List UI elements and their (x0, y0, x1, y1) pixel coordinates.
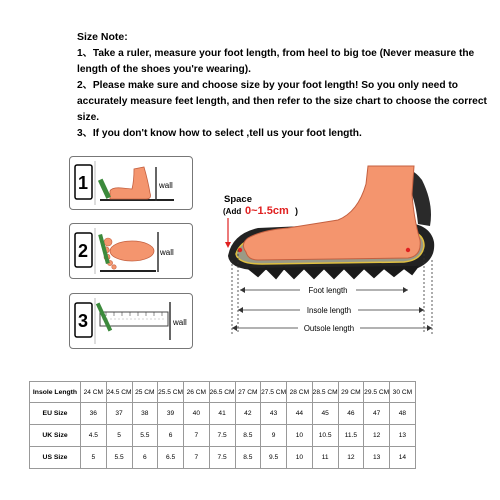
note-line-2: 2、Please make sure and choose size by your foot length! So you only need to accurately measure feet length, and then refer to the size chart to choose the correct size. (77, 80, 487, 123)
step-2-panel (69, 223, 193, 279)
size-cell: 41 (209, 403, 235, 425)
size-cell: 42 (235, 403, 261, 425)
size-cell: 9.5 (261, 447, 287, 469)
step-1-wall-label: wall (159, 181, 173, 190)
size-row-label: US Size (30, 447, 81, 469)
notes-title: Size Note: (77, 31, 128, 43)
size-cell: 7.5 (209, 425, 235, 447)
size-cell: 27 CM (235, 382, 261, 403)
foot-side-icon (110, 167, 151, 199)
size-cell: 5 (106, 425, 132, 447)
note-line-3: 3、If you don't know how to select ,tell us your foot length. (77, 128, 362, 139)
step-3-panel (69, 293, 193, 349)
size-cell: 12 (364, 425, 390, 447)
size-cell: 7 (184, 425, 210, 447)
size-cell: 39 (158, 403, 184, 425)
size-cell: 46 (338, 403, 364, 425)
step-2-number: 2 (78, 241, 89, 261)
size-chart-table (29, 381, 416, 469)
size-cell: 5 (81, 447, 107, 469)
outsole-length-label: Outsole length (303, 324, 355, 333)
size-cell: 7.5 (209, 447, 235, 469)
size-row (30, 425, 416, 447)
size-cell: 37 (106, 403, 132, 425)
size-cell: 38 (132, 403, 158, 425)
step-1-panel (69, 156, 193, 210)
add-value: 0~1.5cm (245, 205, 289, 217)
size-cell: 24.5 CM (106, 382, 132, 403)
size-row-label: EU Size (30, 403, 81, 425)
foot-length-label: Foot length (308, 286, 348, 295)
size-cell: 5.5 (106, 447, 132, 469)
size-row (30, 382, 416, 403)
step-3-wall-label: wall (173, 318, 187, 327)
size-cell: 14 (390, 447, 416, 469)
size-cell: 40 (184, 403, 210, 425)
size-cell: 28.5 CM (312, 382, 338, 403)
size-row (30, 447, 416, 469)
size-cell: 27.5 CM (261, 382, 287, 403)
size-cell: 45 (312, 403, 338, 425)
size-cell: 10 (287, 447, 313, 469)
size-cell: 25 CM (132, 382, 158, 403)
size-cell: 6 (132, 447, 158, 469)
size-cell: 28 CM (287, 382, 313, 403)
add-close: ) (295, 206, 298, 216)
size-cell: 8.5 (235, 425, 261, 447)
size-cell: 10 (287, 425, 313, 447)
size-cell: 7 (184, 447, 210, 469)
step-3-number: 3 (78, 311, 89, 331)
size-cell: 4.5 (81, 425, 107, 447)
size-cell: 43 (261, 403, 287, 425)
size-cell: 47 (364, 403, 390, 425)
size-row-label: Insole Length (30, 382, 81, 403)
note-line-1: 1、Take a ruler, measure your foot length, from heel to big toe (Never measure the length of the shoes you're wearing). (77, 48, 475, 75)
size-cell: 13 (390, 425, 416, 447)
size-cell: 5.5 (132, 425, 158, 447)
size-row-label: UK Size (30, 425, 81, 447)
size-cell: 29 CM (338, 382, 364, 403)
size-cell: 13 (364, 447, 390, 469)
size-cell: 10.5 (312, 425, 338, 447)
size-row (30, 403, 416, 425)
insole-length-label: Insole length (306, 306, 352, 315)
step-1-number: 1 (78, 173, 89, 193)
size-cell: 36 (81, 403, 107, 425)
size-cell: 6 (158, 425, 184, 447)
size-cell: 12 (338, 447, 364, 469)
size-cell: 44 (287, 403, 313, 425)
size-cell: 11 (312, 447, 338, 469)
size-notes (77, 29, 487, 142)
size-cell: 48 (390, 403, 416, 425)
size-cell: 26.5 CM (209, 382, 235, 403)
size-cell: 11.5 (338, 425, 364, 447)
size-cell: 25.5 CM (158, 382, 184, 403)
add-label: (Add (223, 207, 242, 216)
foot-length-diagram (218, 164, 450, 341)
step-2-wall-label: wall (160, 248, 174, 257)
size-cell: 30 CM (390, 382, 416, 403)
foot-sole-icon (103, 238, 154, 269)
size-cell: 26 CM (184, 382, 210, 403)
green-card-icon (98, 179, 111, 199)
size-cell: 6.5 (158, 447, 184, 469)
space-label: Space (224, 194, 252, 205)
size-cell: 8.5 (235, 447, 261, 469)
size-cell: 29.5 CM (364, 382, 390, 403)
size-cell: 9 (261, 425, 287, 447)
size-cell: 24 CM (81, 382, 107, 403)
